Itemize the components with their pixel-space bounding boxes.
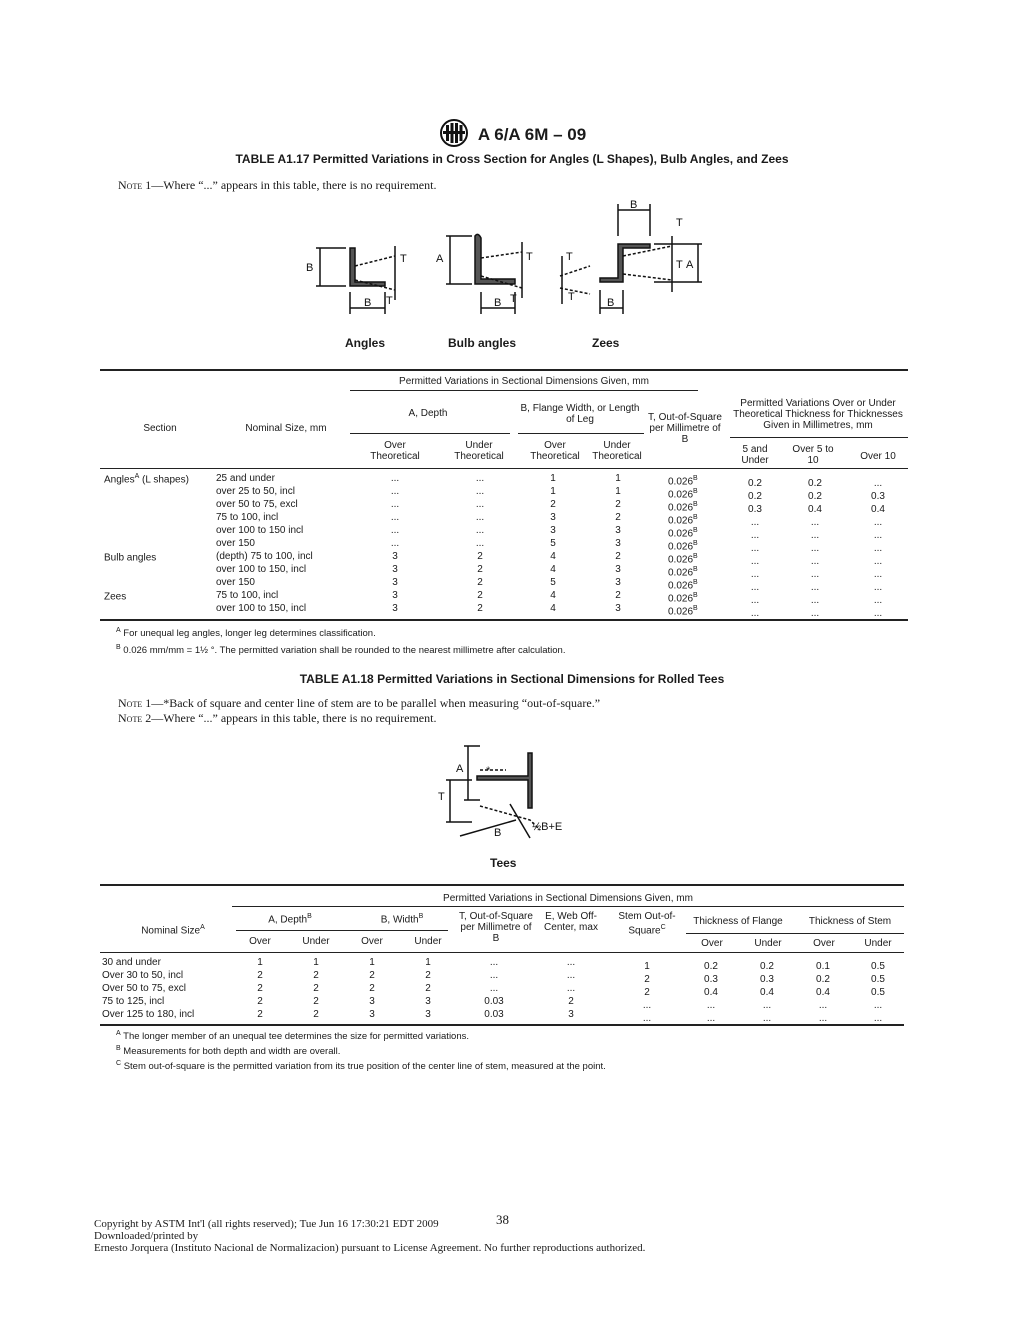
cell-e: ... <box>566 970 576 981</box>
cell-out-of-square: $0.026^B$ <box>668 514 698 527</box>
cell-th1: ... <box>750 530 760 541</box>
header-rule <box>518 433 644 434</box>
cell-th3: ... <box>873 569 883 580</box>
figure-letter-t: T <box>526 251 533 263</box>
figure-label-tees: Tees <box>490 856 517 870</box>
cell-th2: 0.2 <box>808 478 822 489</box>
col-header-over: Over <box>813 938 835 949</box>
figure-letter-t: T <box>566 251 573 263</box>
cell-th2: ... <box>810 556 820 567</box>
cell-th3: ... <box>873 478 883 489</box>
cell-th1: ... <box>750 543 760 554</box>
cell-a-over: 2 <box>257 1009 263 1020</box>
cell-nominal-size: over 100 to 150, incl <box>216 603 307 614</box>
cell-s-under: 0.5 <box>871 974 885 985</box>
table-a117-title: TABLE A1.17 Permitted Variations in Cross Section for Angles (L Shapes), Bulb Angles, and Zees <box>235 152 789 166</box>
cell-nominal-size: over 25 to 50, incl <box>216 486 295 497</box>
col-header-over-5-to-10: Over 5 to 10 <box>792 444 834 466</box>
cell-th1: ... <box>750 595 760 606</box>
cell-th3: ... <box>873 517 883 528</box>
cell-a-under: ... <box>475 512 485 523</box>
page-number: 38 <box>496 1212 509 1227</box>
cell-t: ... <box>489 983 499 994</box>
col-header-under: Under Theoretical <box>592 440 642 462</box>
cell-b-under: 1 <box>615 486 621 497</box>
col-header-stem-out-of-square: Stem Out-of-Square$^C$ <box>618 911 676 937</box>
figure-letter-t: T <box>510 293 517 305</box>
angles-bulb-zees-figure <box>300 196 720 326</box>
cell-a-over: 3 <box>392 590 398 601</box>
figure-label-half-b-plus-e: ½B+E <box>532 821 563 833</box>
cell-th3: ... <box>873 556 883 567</box>
footnote: $^B$ Measurements for both depth and width are overall. <box>116 1045 341 1058</box>
col-header-thickness: Permitted Variations Over or Under Theoretical Thickness for Thicknesses Given in Millimetres, mm <box>733 398 903 431</box>
cell-a-under: 1 <box>313 957 319 968</box>
cell-th1: 0.3 <box>748 504 762 515</box>
col-header-flange: B, Flange Width, or Length of Leg <box>520 403 640 425</box>
note: Note 2—Where “...” appears in this table, there is no requirement. <box>118 711 437 725</box>
copyright-line: Copyright by ASTM Int'l (all rights reserved); Tue Jun 16 17:30:21 EDT 2009 <box>94 1218 439 1230</box>
cell-nominal-size: 75 to 100, incl <box>216 590 279 601</box>
col-header-under: Under <box>414 936 442 947</box>
cell-e: ... <box>566 957 576 968</box>
cell-nominal-size: over 150 <box>216 577 255 588</box>
cell-e: ... <box>566 983 576 994</box>
cell-f-under: ... <box>762 1000 772 1011</box>
header-rule <box>350 390 698 391</box>
cell-nominal-size: 75 to 125, incl <box>102 996 165 1007</box>
cell-b-under: 3 <box>615 564 621 575</box>
cell-out-of-square: $0.026^B$ <box>668 501 698 514</box>
cell-t: 0.03 <box>484 996 504 1007</box>
cell-f-over: 0.3 <box>704 974 718 985</box>
cell-out-of-square: $0.026^B$ <box>668 592 698 605</box>
table-a117-top-rule <box>100 369 908 371</box>
figure-letter-t: T <box>438 791 445 803</box>
cell-th3: ... <box>873 595 883 606</box>
col-header-over: Over <box>361 936 383 947</box>
cell-a-under: ... <box>475 473 485 484</box>
figure-letter-t: T <box>568 291 575 303</box>
cell-nominal-size: over 50 to 75, excl <box>216 499 298 510</box>
cell-f-over: 0.4 <box>704 987 718 998</box>
cell-a-under: 2 <box>477 603 483 614</box>
cell-a-under: 2 <box>477 551 483 562</box>
cell-b-over: 3 <box>550 512 556 523</box>
cell-nominal-size: over 150 <box>216 538 255 549</box>
cell-b-over: 5 <box>550 538 556 549</box>
cell-a-over: ... <box>390 525 400 536</box>
table-a117-footnotes <box>116 624 565 658</box>
cell-b-under: 2 <box>615 499 621 510</box>
cell-th2: ... <box>810 517 820 528</box>
standard-designation: A 6/A 6M – 09 <box>477 124 587 144</box>
figure-label-angles: Angles <box>345 336 386 350</box>
note: Note 1—*Back of square and center line of stem are to be parallel when measuring “out-of-square.” <box>118 696 601 710</box>
cell-s-over: 0.1 <box>816 961 830 972</box>
cell-b-over: 5 <box>550 577 556 588</box>
cell-out-of-square: $0.026^B$ <box>668 488 698 501</box>
figure-letter-t: T <box>386 295 393 307</box>
cell-s-under: 0.5 <box>871 987 885 998</box>
table-a117-note <box>118 178 436 193</box>
cell-th3: 0.4 <box>871 504 885 515</box>
cell-out-of-square: $0.026^B$ <box>668 527 698 540</box>
cell-th2: ... <box>810 569 820 580</box>
cell-a-under: ... <box>475 525 485 536</box>
col-header-thickness-flange: Thickness of Flange <box>693 916 783 927</box>
cell-f-over: ... <box>706 1000 716 1011</box>
cell-th3: ... <box>873 582 883 593</box>
col-header-under: Under <box>754 938 782 949</box>
cell-stem: 1 <box>644 961 650 972</box>
cell-t: ... <box>489 957 499 968</box>
cell-a-over: 1 <box>257 957 263 968</box>
cell-out-of-square: $0.026^B$ <box>668 605 698 618</box>
cell-th1: ... <box>750 608 760 619</box>
cell-s-under: ... <box>873 1000 883 1011</box>
cell-th2: ... <box>810 608 820 619</box>
cell-stem: 2 <box>644 987 650 998</box>
footnote: $^C$ Stem out-of-square is the permitted variation from its true position of the center line of stem, measured at the point. <box>116 1060 606 1073</box>
cell-a-under: 2 <box>477 564 483 575</box>
copyright-footer <box>94 1218 645 1254</box>
downloaded-line: Downloaded/printed by <box>94 1230 199 1242</box>
cell-stem: 2 <box>644 974 650 985</box>
cell-th1: ... <box>750 556 760 567</box>
table-a118-footnotes <box>116 1028 606 1073</box>
cell-a-under: ... <box>475 499 485 510</box>
header-rule <box>686 933 904 934</box>
cell-nominal-size: Over 125 to 180, incl <box>102 1009 195 1020</box>
cell-b-under: 3 <box>615 538 621 549</box>
cell-nominal-size: (depth) 75 to 100, incl <box>216 551 313 562</box>
cell-section: Bulb angles <box>104 552 157 564</box>
table-a118-bottom-rule <box>100 1024 904 1026</box>
cell-th2: 0.2 <box>808 491 822 502</box>
cell-b-over: 4 <box>550 603 556 614</box>
col-header-depth: A, Depth <box>408 408 448 419</box>
table-a118-notes <box>118 696 600 726</box>
cell-a-over: ... <box>390 499 400 510</box>
cell-a-under: 2 <box>477 590 483 601</box>
cell-th2: 0.4 <box>808 504 822 515</box>
cell-b-under: 3 <box>615 603 621 614</box>
table-a118-group-header: Permitted Variations in Sectional Dimensions Given, mm <box>443 893 693 904</box>
tee-figure <box>420 740 610 850</box>
col-header-out-of-square: T, Out-of-Square per Millimetre of B <box>648 412 722 445</box>
footnote: $^B$ 0.026 mm/mm = 1½ °. The permitted variation shall be rounded to the nearest millimetre after calculation. <box>116 644 566 657</box>
cell-th3: ... <box>873 608 883 619</box>
cell-s-over: ... <box>818 1013 828 1024</box>
cell-s-over: ... <box>818 1000 828 1011</box>
cell-b-over: 4 <box>550 564 556 575</box>
cell-b-under: 2 <box>615 551 621 562</box>
cell-a-under: 2 <box>313 1009 319 1020</box>
col-header-nominal-size: Nominal Size, mm <box>245 423 327 434</box>
cell-nominal-size: 30 and under <box>102 957 161 968</box>
header-rule <box>232 906 904 907</box>
cell-b-over: 3 <box>550 525 556 536</box>
cell-b-under: 3 <box>615 525 621 536</box>
cell-section: Zees <box>104 591 127 603</box>
cell-b-under: 2 <box>615 590 621 601</box>
cell-th1: ... <box>750 582 760 593</box>
cell-b-under: 3 <box>425 1009 431 1020</box>
header-rule <box>236 930 448 931</box>
cell-a-under: ... <box>475 538 485 549</box>
figure-letter-b: B <box>494 827 502 839</box>
footnote: $^A$ For unequal leg angles, longer leg determines classification. <box>116 627 376 640</box>
header-rule <box>350 433 510 434</box>
cell-b-over: 3 <box>369 996 375 1007</box>
document-header <box>0 118 1024 153</box>
cell-nominal-size: Over 50 to 75, excl <box>102 983 186 994</box>
cell-a-over: 3 <box>392 603 398 614</box>
figure-label-bulb-angles: Bulb angles <box>448 336 517 350</box>
cell-a-under: 2 <box>313 996 319 1007</box>
figure-letter-b: B <box>607 297 615 309</box>
table-a117-bottom-rule <box>100 619 908 621</box>
cell-e: 2 <box>568 996 574 1007</box>
table-a117-group-header: Permitted Variations in Sectional Dimensions Given, mm <box>399 376 649 387</box>
cell-a-over: ... <box>390 473 400 484</box>
figure-letter-t: T <box>676 259 683 271</box>
cell-th2: ... <box>810 530 820 541</box>
col-header-nominal-size: Nominal Size$^A$ <box>141 924 205 937</box>
cell-nominal-size: Over 30 to 50, incl <box>102 970 184 981</box>
cell-a-over: 3 <box>392 551 398 562</box>
cell-b-under: 3 <box>425 996 431 1007</box>
figure-letter-b: B <box>364 297 372 309</box>
col-header-over-10: Over 10 <box>860 451 896 462</box>
cell-stem: ... <box>642 1013 652 1024</box>
cell-a-over: 2 <box>257 996 263 1007</box>
cell-a-under: 2 <box>313 970 319 981</box>
cell-f-under: 0.2 <box>760 961 774 972</box>
cell-f-over: ... <box>706 1013 716 1024</box>
cell-b-over: 2 <box>550 499 556 510</box>
cell-a-under: 2 <box>313 983 319 994</box>
cell-b-over: 1 <box>550 486 556 497</box>
figure-label-zees: Zees <box>592 336 620 350</box>
figure-letter-a: A <box>456 763 464 775</box>
cell-b-over: 1 <box>550 473 556 484</box>
col-header-thickness-stem: Thickness of Stem <box>808 916 892 927</box>
cell-b-under: 3 <box>615 577 621 588</box>
table-a118-top-rule <box>100 884 904 886</box>
cell-a-under: 2 <box>477 577 483 588</box>
figure-letter-a: A <box>686 259 694 271</box>
cell-b-over: 3 <box>369 1009 375 1020</box>
col-header-over: Over <box>701 938 723 949</box>
figure-letter-t: T <box>676 217 683 229</box>
cell-th3: 0.3 <box>871 491 885 502</box>
cell-th3: ... <box>873 543 883 554</box>
cell-f-under: ... <box>762 1013 772 1024</box>
cell-th3: ... <box>873 530 883 541</box>
cell-s-under: 0.5 <box>871 961 885 972</box>
cell-a-over: 3 <box>392 564 398 575</box>
figure-letter-a: A <box>436 253 444 265</box>
header-bottom-rule <box>100 468 908 469</box>
cell-th2: ... <box>810 582 820 593</box>
note-label: Note 1 <box>118 178 152 192</box>
cell-b-under: 2 <box>425 983 431 994</box>
figure-letter-t: T <box>400 253 407 265</box>
cell-nominal-size: 75 to 100, incl <box>216 512 279 523</box>
cell-out-of-square: $0.026^B$ <box>668 566 698 579</box>
col-header-under: Under <box>864 938 892 949</box>
cell-a-over: 3 <box>392 577 398 588</box>
cell-section: Angles$^A$ (L shapes) <box>104 473 189 486</box>
cell-out-of-square: $0.026^B$ <box>668 553 698 566</box>
figure-letter-b: B <box>494 297 502 309</box>
cell-b-under: 1 <box>425 957 431 968</box>
figure-letter-b: B <box>630 199 638 211</box>
cell-b-under: 2 <box>425 970 431 981</box>
header-bottom-rule <box>100 952 904 953</box>
cell-stem: ... <box>642 1000 652 1011</box>
footnote: $^A$ The longer member of an unequal tee determines the size for permitted variations. <box>116 1030 470 1043</box>
cell-t: ... <box>489 970 499 981</box>
cell-s-over: 0.2 <box>816 974 830 985</box>
cell-nominal-size: over 100 to 150 incl <box>216 525 304 536</box>
cell-f-over: 0.2 <box>704 961 718 972</box>
header-rule <box>730 437 908 438</box>
cell-a-over: ... <box>390 538 400 549</box>
cell-f-under: 0.4 <box>760 987 774 998</box>
cell-out-of-square: $0.026^B$ <box>668 475 698 488</box>
figure-letter-b: B <box>306 262 314 274</box>
cell-th1: ... <box>750 569 760 580</box>
col-header-width: B, Width$^B$ <box>380 913 424 926</box>
license-line: Ernesto Jorquera (Instituto Nacional de Normalizacion) pursuant to License Agreement. No further reproductions authorized. <box>94 1242 646 1254</box>
cell-b-under: 1 <box>615 473 621 484</box>
cell-th1: 0.2 <box>748 478 762 489</box>
col-header-depth: A, Depth$^B$ <box>268 913 312 926</box>
cell-b-over: 2 <box>369 983 375 994</box>
cell-s-over: 0.4 <box>816 987 830 998</box>
cell-th1: ... <box>750 517 760 528</box>
cell-th2: ... <box>810 543 820 554</box>
cell-b-over: 1 <box>369 957 375 968</box>
cell-out-of-square: $0.026^B$ <box>668 579 698 592</box>
cell-s-under: ... <box>873 1013 883 1024</box>
cell-a-under: ... <box>475 486 485 497</box>
cell-a-over: ... <box>390 512 400 523</box>
cell-out-of-square: $0.026^B$ <box>668 540 698 553</box>
cell-b-over: 4 <box>550 551 556 562</box>
cell-b-over: 2 <box>369 970 375 981</box>
col-header-under: Under <box>302 936 330 947</box>
cell-th1: 0.2 <box>748 491 762 502</box>
col-header-over: Over Theoretical <box>530 440 580 462</box>
cell-b-under: 2 <box>615 512 621 523</box>
cell-e: 3 <box>568 1009 574 1020</box>
note-text: —Where “...” appears in this table, there is no requirement. <box>151 178 437 192</box>
col-header-over: Over Theoretical <box>370 440 420 462</box>
cell-a-over: 2 <box>257 983 263 994</box>
col-header-under: Under Theoretical <box>454 440 504 462</box>
cell-t: 0.03 <box>484 1009 504 1020</box>
col-header-web-off-center: E, Web Off-Center, max <box>544 911 598 933</box>
cell-b-over: 4 <box>550 590 556 601</box>
col-header-over: Over <box>249 936 271 947</box>
cell-th2: ... <box>810 595 820 606</box>
col-header-out-of-square: T, Out-of-Square per Millimetre of B <box>459 911 533 944</box>
figure-asterisk: * <box>486 765 491 777</box>
table-a118-title: TABLE A1.18 Permitted Variations in Sectional Dimensions for Rolled Tees <box>299 672 725 686</box>
cell-nominal-size: over 100 to 150, incl <box>216 564 307 575</box>
cell-a-over: 2 <box>257 970 263 981</box>
cell-nominal-size: 25 and under <box>216 473 275 484</box>
col-header-section: Section <box>143 423 177 434</box>
col-header-5-and-under: 5 and Under <box>741 444 769 466</box>
cell-a-over: ... <box>390 486 400 497</box>
astm-logo-icon <box>438 118 470 153</box>
cell-f-under: 0.3 <box>760 974 774 985</box>
